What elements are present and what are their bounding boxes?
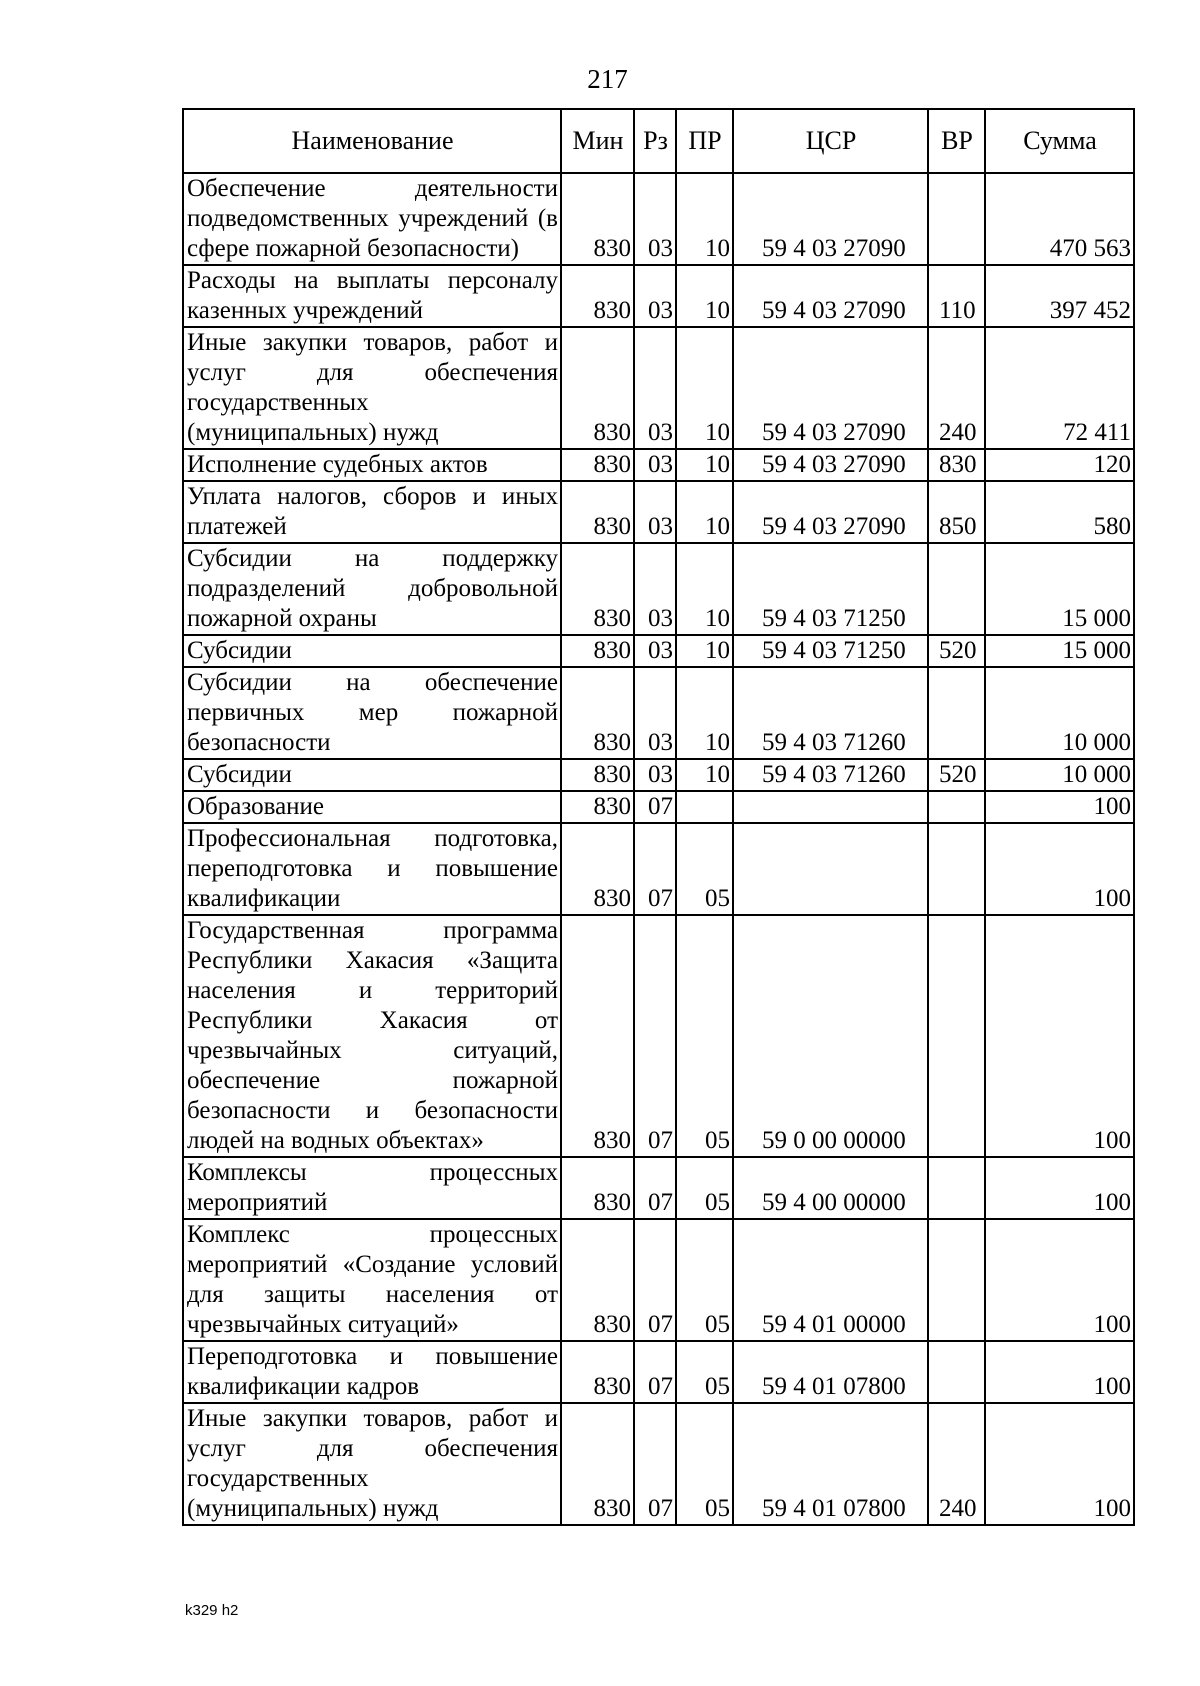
cell-name: Субсидии bbox=[183, 759, 561, 791]
table-row bbox=[183, 481, 1134, 543]
cell-pr: 10 bbox=[676, 635, 733, 667]
header-pr: ПР bbox=[676, 109, 733, 173]
footer-code: k329 h2 bbox=[185, 1602, 239, 1619]
cell-sum: 15 000 bbox=[985, 543, 1134, 635]
cell-vr: 110 bbox=[928, 265, 985, 327]
cell-vr bbox=[928, 1341, 985, 1403]
cell-sum: 100 bbox=[985, 823, 1134, 915]
cell-name: Субсидии на поддержку подразделений добровольной пожарной охраны bbox=[183, 543, 561, 635]
cell-csr bbox=[733, 823, 928, 915]
table-header-row bbox=[183, 109, 1134, 173]
header-rz: Рз bbox=[634, 109, 676, 173]
cell-sum: 580 bbox=[985, 481, 1134, 543]
cell-csr: 59 4 03 27090 bbox=[733, 327, 928, 449]
page-number: 217 bbox=[587, 64, 628, 94]
table-row bbox=[183, 667, 1134, 759]
cell-vr bbox=[928, 1157, 985, 1219]
cell-rz: 07 bbox=[634, 1157, 676, 1219]
cell-pr: 05 bbox=[676, 1403, 733, 1525]
cell-vr bbox=[928, 543, 985, 635]
cell-pr: 05 bbox=[676, 1219, 733, 1341]
cell-csr: 59 0 00 00000 bbox=[733, 915, 928, 1157]
cell-pr: 05 bbox=[676, 1341, 733, 1403]
cell-name: Переподготовка и повышение квалификации кадров bbox=[183, 1341, 561, 1403]
cell-vr: 830 bbox=[928, 449, 985, 481]
cell-name: Субсидии на обеспечение первичных мер пожарной безопасности bbox=[183, 667, 561, 759]
cell-name: Расходы на выплаты персоналу казенных учреждений bbox=[183, 265, 561, 327]
cell-sum: 100 bbox=[985, 915, 1134, 1157]
cell-csr: 59 4 03 71260 bbox=[733, 759, 928, 791]
cell-sum: 100 bbox=[985, 1157, 1134, 1219]
cell-name: Иные закупки товаров, работ и услуг для обеспечения государственных (муниципальных) нужд bbox=[183, 1403, 561, 1525]
cell-rz: 07 bbox=[634, 1219, 676, 1341]
table-row bbox=[183, 1341, 1134, 1403]
table-row bbox=[183, 1219, 1134, 1341]
cell-pr: 10 bbox=[676, 327, 733, 449]
header-sum: Сумма bbox=[985, 109, 1134, 173]
cell-name: Обеспечение деятельности подведомственных учреждений (в сфере пожарной безопасности) bbox=[183, 173, 561, 265]
cell-sum: 397 452 bbox=[985, 265, 1134, 327]
table-row bbox=[183, 265, 1134, 327]
cell-vr: 520 bbox=[928, 635, 985, 667]
cell-csr: 59 4 03 71250 bbox=[733, 635, 928, 667]
cell-rz: 03 bbox=[634, 481, 676, 543]
cell-vr bbox=[928, 667, 985, 759]
cell-rz: 07 bbox=[634, 915, 676, 1157]
table-row bbox=[183, 173, 1134, 265]
cell-sum: 100 bbox=[985, 1403, 1134, 1525]
cell-pr: 05 bbox=[676, 823, 733, 915]
cell-min: 830 bbox=[561, 823, 634, 915]
cell-sum: 100 bbox=[985, 1341, 1134, 1403]
cell-min: 830 bbox=[561, 265, 634, 327]
cell-rz: 03 bbox=[634, 173, 676, 265]
cell-csr: 59 4 01 00000 bbox=[733, 1219, 928, 1341]
cell-min: 830 bbox=[561, 635, 634, 667]
cell-csr: 59 4 01 07800 bbox=[733, 1403, 928, 1525]
cell-csr: 59 4 03 71260 bbox=[733, 667, 928, 759]
cell-rz: 03 bbox=[634, 667, 676, 759]
cell-sum: 100 bbox=[985, 1219, 1134, 1341]
table-row bbox=[183, 1157, 1134, 1219]
cell-csr: 59 4 01 07800 bbox=[733, 1341, 928, 1403]
table-row bbox=[183, 543, 1134, 635]
cell-pr: 05 bbox=[676, 915, 733, 1157]
cell-rz: 03 bbox=[634, 635, 676, 667]
cell-vr bbox=[928, 915, 985, 1157]
cell-sum: 72 411 bbox=[985, 327, 1134, 449]
cell-rz: 03 bbox=[634, 265, 676, 327]
header-name: Наименование bbox=[183, 109, 561, 173]
cell-vr: 240 bbox=[928, 1403, 985, 1525]
cell-pr: 05 bbox=[676, 1157, 733, 1219]
cell-name: Иные закупки товаров, работ и услуг для обеспечения государственных (муниципальных) нужд bbox=[183, 327, 561, 449]
cell-min: 830 bbox=[561, 543, 634, 635]
cell-name: Государственная программа Республики Хакасия «Защита населения и территорий Республики Хакасия от чрезвычайных ситуаций, обеспечение пожарной безопасности и безопасности людей на водных объектах» bbox=[183, 915, 561, 1157]
cell-pr: 10 bbox=[676, 481, 733, 543]
cell-name: Исполнение судебных актов bbox=[183, 449, 561, 481]
cell-sum: 10 000 bbox=[985, 759, 1134, 791]
cell-min: 830 bbox=[561, 667, 634, 759]
cell-csr bbox=[733, 791, 928, 823]
cell-vr bbox=[928, 1219, 985, 1341]
cell-sum: 120 bbox=[985, 449, 1134, 481]
cell-name: Комплекс процессных мероприятий «Создание условий для защиты населения от чрезвычайных ситуаций» bbox=[183, 1219, 561, 1341]
cell-pr bbox=[676, 791, 733, 823]
cell-min: 830 bbox=[561, 173, 634, 265]
cell-name: Профессиональная подготовка, переподготовка и повышение квалификации bbox=[183, 823, 561, 915]
table-row bbox=[183, 449, 1134, 481]
header-csr: ЦСР bbox=[733, 109, 928, 173]
table-row bbox=[183, 327, 1134, 449]
cell-csr: 59 4 03 27090 bbox=[733, 481, 928, 543]
cell-rz: 07 bbox=[634, 1341, 676, 1403]
cell-rz: 07 bbox=[634, 823, 676, 915]
cell-vr: 850 bbox=[928, 481, 985, 543]
cell-pr: 10 bbox=[676, 759, 733, 791]
cell-pr: 10 bbox=[676, 543, 733, 635]
cell-min: 830 bbox=[561, 1157, 634, 1219]
cell-pr: 10 bbox=[676, 449, 733, 481]
table-row bbox=[183, 1403, 1134, 1525]
cell-min: 830 bbox=[561, 915, 634, 1157]
cell-min: 830 bbox=[561, 791, 634, 823]
cell-min: 830 bbox=[561, 327, 634, 449]
cell-pr: 10 bbox=[676, 265, 733, 327]
cell-csr: 59 4 03 71250 bbox=[733, 543, 928, 635]
cell-pr: 10 bbox=[676, 667, 733, 759]
header-min: Мин bbox=[561, 109, 634, 173]
table-row bbox=[183, 759, 1134, 791]
table-row bbox=[183, 915, 1134, 1157]
cell-vr bbox=[928, 173, 985, 265]
cell-csr: 59 4 03 27090 bbox=[733, 265, 928, 327]
table-body bbox=[183, 173, 1134, 1525]
cell-min: 830 bbox=[561, 759, 634, 791]
table-row bbox=[183, 791, 1134, 823]
cell-min: 830 bbox=[561, 449, 634, 481]
cell-vr: 240 bbox=[928, 327, 985, 449]
cell-rz: 03 bbox=[634, 449, 676, 481]
cell-sum: 10 000 bbox=[985, 667, 1134, 759]
cell-rz: 03 bbox=[634, 543, 676, 635]
cell-sum: 15 000 bbox=[985, 635, 1134, 667]
cell-csr: 59 4 00 00000 bbox=[733, 1157, 928, 1219]
cell-min: 830 bbox=[561, 1403, 634, 1525]
cell-min: 830 bbox=[561, 1341, 634, 1403]
cell-pr: 10 bbox=[676, 173, 733, 265]
cell-name: Уплата налогов, сборов и иных платежей bbox=[183, 481, 561, 543]
cell-sum: 100 bbox=[985, 791, 1134, 823]
cell-csr: 59 4 03 27090 bbox=[733, 449, 928, 481]
cell-name: Комплексы процессных мероприятий bbox=[183, 1157, 561, 1219]
cell-name: Субсидии bbox=[183, 635, 561, 667]
cell-min: 830 bbox=[561, 481, 634, 543]
budget-table bbox=[182, 108, 1135, 1526]
cell-rz: 07 bbox=[634, 1403, 676, 1525]
cell-name: Образование bbox=[183, 791, 561, 823]
cell-sum: 470 563 bbox=[985, 173, 1134, 265]
cell-rz: 03 bbox=[634, 327, 676, 449]
header-vr: ВР bbox=[928, 109, 985, 173]
cell-vr: 520 bbox=[928, 759, 985, 791]
cell-csr: 59 4 03 27090 bbox=[733, 173, 928, 265]
cell-min: 830 bbox=[561, 1219, 634, 1341]
table-row bbox=[183, 823, 1134, 915]
cell-vr bbox=[928, 823, 985, 915]
cell-rz: 03 bbox=[634, 759, 676, 791]
table-row bbox=[183, 635, 1134, 667]
cell-rz: 07 bbox=[634, 791, 676, 823]
cell-vr bbox=[928, 791, 985, 823]
